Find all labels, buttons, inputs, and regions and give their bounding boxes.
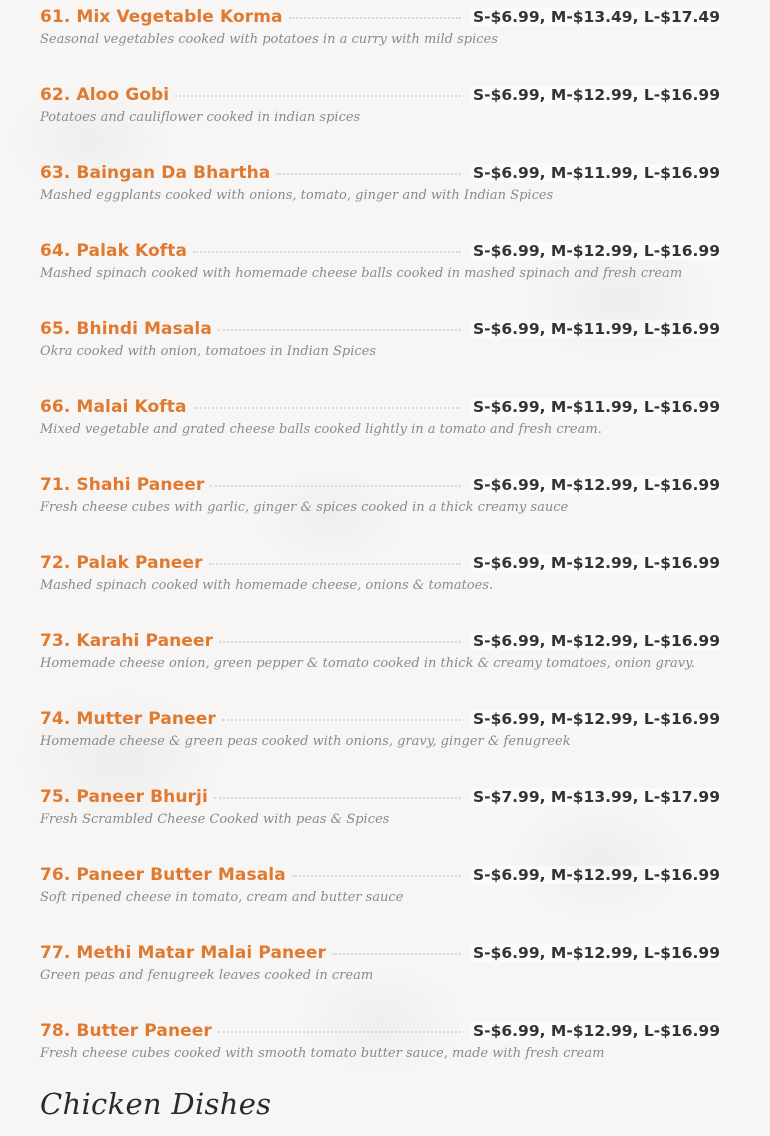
menu-item-header: [40, 706, 720, 732]
menu-item: [40, 936, 720, 1014]
menu-item-header: [40, 316, 720, 342]
dotted-leader: [214, 797, 461, 799]
menu-item-description: Homemade cheese & green peas cooked with onions, gravy, ginger & fenugreek: [40, 734, 571, 749]
menu-item: [40, 234, 720, 312]
menu-item-name: 64. Palak Kofta: [40, 241, 188, 261]
menu-item-price: S-$6.99, M-$12.99, L-$16.99: [473, 476, 720, 494]
menu-item-name: 78. Butter Paneer: [40, 1021, 212, 1041]
menu-item-name: 76. Paneer Butter Masala: [40, 865, 286, 885]
dotted-leader: [175, 95, 461, 97]
menu-item: [40, 78, 720, 156]
dotted-leader: [193, 407, 461, 409]
dotted-leader: [289, 17, 461, 19]
dotted-leader: [222, 719, 461, 721]
dotted-leader: [292, 875, 461, 877]
menu-item-price: S-$6.99, M-$12.99, L-$16.99: [473, 710, 720, 728]
menu-item-price: S-$6.99, M-$13.49, L-$17.49: [473, 8, 720, 26]
menu-item-name: 73. Karahi Paneer: [40, 631, 214, 651]
menu-item-name: 62. Aloo Gobi: [40, 85, 170, 105]
menu-item-name: 61. Mix Vegetable Korma: [40, 7, 283, 27]
menu-item-description: Okra cooked with onion, tomatoes in Indian Spices: [40, 344, 377, 359]
menu-item-description: Mixed vegetable and grated cheese balls cooked lightly in a tomato and fresh cream.: [40, 422, 602, 437]
menu-item-description: Seasonal vegetables cooked with potatoes in a curry with mild spices: [40, 32, 498, 47]
menu-item: [40, 312, 720, 390]
menu-item-description: Fresh cheese cubes cooked with smooth tomato butter sauce, made with fresh cream: [40, 1046, 605, 1061]
menu-item-description: Fresh Scrambled Cheese Cooked with peas & Spices: [40, 812, 390, 827]
menu-item-description: Potatoes and cauliflower cooked in indian spices: [40, 110, 361, 125]
menu-item-description: Mashed spinach cooked with homemade cheese balls cooked in mashed spinach and fresh cream: [40, 266, 683, 281]
menu-item: [40, 780, 720, 858]
dotted-leader: [218, 1031, 461, 1033]
menu-item-header: [40, 1018, 720, 1044]
dotted-leader: [219, 641, 461, 643]
menu-item-price: S-$6.99, M-$12.99, L-$16.99: [473, 944, 720, 962]
menu-item-price: S-$7.99, M-$13.99, L-$17.99: [473, 788, 720, 806]
menu-item-header: [40, 940, 720, 966]
menu-item: [40, 0, 720, 78]
menu-item-name: 72. Palak Paneer: [40, 553, 203, 573]
menu-item-price: S-$6.99, M-$12.99, L-$16.99: [473, 1022, 720, 1040]
dotted-leader: [332, 953, 461, 955]
dotted-leader: [210, 485, 461, 487]
menu-item-name: 74. Mutter Paneer: [40, 709, 216, 729]
menu-item-name: 71. Shahi Paneer: [40, 475, 205, 495]
menu-item-name: 66. Malai Kofta: [40, 397, 187, 417]
menu-item: [40, 858, 720, 936]
menu-item-price: S-$6.99, M-$11.99, L-$16.99: [473, 398, 720, 416]
menu-item-header: [40, 394, 720, 420]
menu-item: [40, 1014, 720, 1092]
menu-item-header: [40, 472, 720, 498]
menu-item-description: Homemade cheese onion, green pepper & tomato cooked in thick & creamy tomatoes, onion gravy.: [40, 656, 695, 671]
menu-item-price: S-$6.99, M-$12.99, L-$16.99: [473, 86, 720, 104]
dotted-leader: [276, 173, 461, 175]
menu-item-description: Fresh cheese cubes with garlic, ginger & spices cooked in a thick creamy sauce: [40, 500, 569, 515]
section-title: Chicken Dishes: [40, 1087, 272, 1121]
menu-item-name: 63. Baingan Da Bhartha: [40, 163, 271, 183]
menu-item-price: S-$6.99, M-$11.99, L-$16.99: [473, 320, 720, 338]
dotted-leader: [209, 563, 461, 565]
menu-item-header: [40, 628, 720, 654]
menu-item-price: S-$6.99, M-$12.99, L-$16.99: [473, 554, 720, 572]
menu-item: [40, 702, 720, 780]
menu-item: [40, 468, 720, 546]
dotted-leader: [193, 251, 461, 253]
menu-item-price: S-$6.99, M-$12.99, L-$16.99: [473, 242, 720, 260]
menu-item-name: 65. Bhindi Masala: [40, 319, 212, 339]
menu-item-header: [40, 550, 720, 576]
menu-item-name: 75. Paneer Bhurji: [40, 787, 208, 807]
dotted-leader: [218, 329, 461, 331]
menu-item-header: [40, 160, 720, 186]
menu-item-header: [40, 862, 720, 888]
menu-item: [40, 156, 720, 234]
menu-item-header: [40, 82, 720, 108]
menu-item-description: Green peas and fenugreek leaves cooked in cream: [40, 968, 374, 983]
menu-item-price: S-$6.99, M-$11.99, L-$16.99: [473, 164, 720, 182]
menu-item-description: Mashed eggplants cooked with onions, tomato, ginger and with Indian Spices: [40, 188, 554, 203]
menu-item-price: S-$6.99, M-$12.99, L-$16.99: [473, 866, 720, 884]
menu-item: [40, 390, 720, 468]
menu-item: [40, 546, 720, 624]
menu-item-name: 77. Methi Matar Malai Paneer: [40, 943, 326, 963]
menu-item-header: [40, 4, 720, 30]
menu-item: [40, 624, 720, 702]
menu-item-price: S-$6.99, M-$12.99, L-$16.99: [473, 632, 720, 650]
menu-item-description: Mashed spinach cooked with homemade cheese, onions & tomatoes.: [40, 578, 494, 593]
menu-item-description: Soft ripened cheese in tomato, cream and butter sauce: [40, 890, 404, 905]
menu-item-header: [40, 238, 720, 264]
menu-item-header: [40, 784, 720, 810]
